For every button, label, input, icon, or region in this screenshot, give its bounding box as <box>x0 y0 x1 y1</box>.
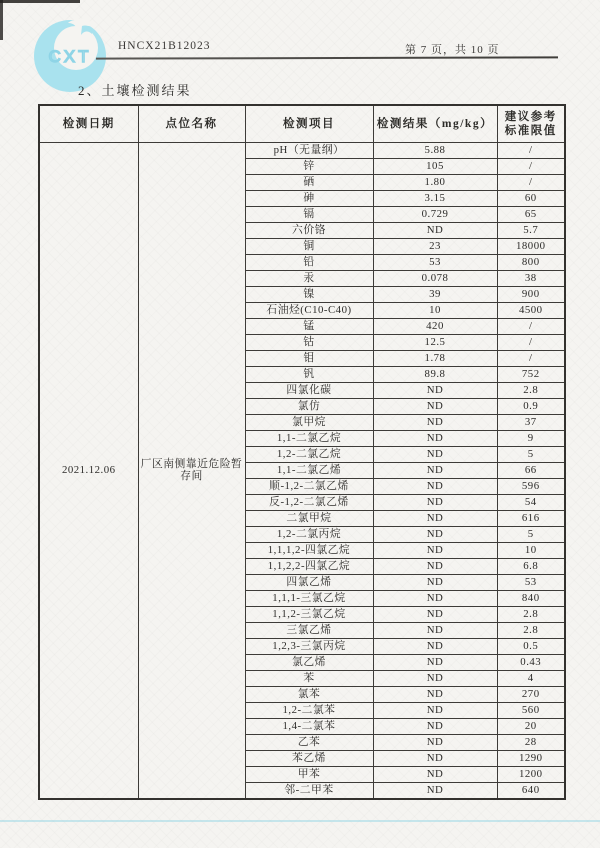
header-divider-line <box>96 56 558 59</box>
cell-test-result: 420 <box>373 319 497 335</box>
cell-reference-limit: 53 <box>497 575 565 591</box>
cell-test-result: 5.88 <box>373 143 497 159</box>
cell-test-result: ND <box>373 383 497 399</box>
cell-reference-limit: 2.8 <box>497 623 565 639</box>
table-header-row <box>39 105 565 143</box>
cell-test-item: 1,2,3-三氯丙烷 <box>245 639 373 655</box>
cell-test-item: 1,1,1,2-四氯乙烷 <box>245 543 373 559</box>
cell-reference-limit: 616 <box>497 511 565 527</box>
cell-test-item: 1,2-二氯苯 <box>245 703 373 719</box>
cell-test-result: 39 <box>373 287 497 303</box>
cell-test-result: 23 <box>373 239 497 255</box>
cell-test-result: 0.729 <box>373 207 497 223</box>
cell-test-item: 铅 <box>245 255 373 271</box>
cell-test-item: 苯乙烯 <box>245 751 373 767</box>
cell-test-item: 苯 <box>245 671 373 687</box>
cell-test-result: ND <box>373 639 497 655</box>
cell-test-item: 铜 <box>245 239 373 255</box>
cell-test-result: 10 <box>373 303 497 319</box>
cell-reference-limit: 0.5 <box>497 639 565 655</box>
cell-test-item: 1,1,2-三氯乙烷 <box>245 607 373 623</box>
cell-test-result: ND <box>373 607 497 623</box>
cell-test-item: 1,1,2,2-四氯乙烷 <box>245 559 373 575</box>
cell-test-item: 顺-1,2-二氯乙烯 <box>245 479 373 495</box>
cell-test-result: ND <box>373 223 497 239</box>
cell-test-item: 石油烃(C10-C40) <box>245 303 373 319</box>
table-row <box>39 143 565 159</box>
cell-reference-limit: 270 <box>497 687 565 703</box>
cell-test-result: ND <box>373 767 497 783</box>
cell-test-result: ND <box>373 463 497 479</box>
cell-reference-limit: / <box>497 351 565 367</box>
cell-reference-limit: 4 <box>497 671 565 687</box>
cell-reference-limit: 20 <box>497 719 565 735</box>
cell-test-result: ND <box>373 415 497 431</box>
cell-test-item: 1,1,1-三氯乙烷 <box>245 591 373 607</box>
cell-reference-limit: 2.8 <box>497 607 565 623</box>
cell-reference-limit: 65 <box>497 207 565 223</box>
cell-reference-limit: / <box>497 159 565 175</box>
cell-test-item: 氯苯 <box>245 687 373 703</box>
cell-test-result: ND <box>373 447 497 463</box>
col-header-limit-line1: 建议参考 <box>504 110 557 123</box>
cell-test-result: ND <box>373 495 497 511</box>
cell-test-item: 砷 <box>245 191 373 207</box>
page-number-indicator: 第 7 页，共 10 页 <box>405 44 500 56</box>
cell-test-result: 0.078 <box>373 271 497 287</box>
cell-test-result: ND <box>373 735 497 751</box>
cell-test-result: ND <box>373 591 497 607</box>
cell-reference-limit: 5 <box>497 527 565 543</box>
cell-site-name: 厂区南侧靠近危险暂存间 <box>138 143 245 800</box>
col-header-item: 检测项目 <box>245 105 373 143</box>
col-header-limit-line2: 标准限值 <box>504 125 557 137</box>
cell-reference-limit: 6.8 <box>497 559 565 575</box>
logo-text: CXT <box>48 47 92 66</box>
scan-artifact-blue-line <box>0 820 600 822</box>
soil-results-table <box>38 104 566 800</box>
cell-test-item: 1,1-二氯乙烷 <box>245 431 373 447</box>
cell-test-item: 邻-二甲苯 <box>245 783 373 800</box>
cell-test-item: 钼 <box>245 351 373 367</box>
cell-test-item: 1,2-二氯乙烷 <box>245 447 373 463</box>
cell-test-item: 氯乙烯 <box>245 655 373 671</box>
cell-reference-limit: 28 <box>497 735 565 751</box>
scan-artifact-top <box>0 0 80 3</box>
cell-reference-limit: 752 <box>497 367 565 383</box>
cell-test-item: 二氯甲烷 <box>245 511 373 527</box>
cell-reference-limit: 840 <box>497 591 565 607</box>
cell-reference-limit: 5.7 <box>497 223 565 239</box>
cell-test-item: 四氯乙烯 <box>245 575 373 591</box>
cell-test-item: 锌 <box>245 159 373 175</box>
cell-test-result: ND <box>373 559 497 575</box>
cell-reference-limit: 0.43 <box>497 655 565 671</box>
col-header-limit <box>497 105 565 143</box>
cell-test-item: 锰 <box>245 319 373 335</box>
cell-reference-limit: 800 <box>497 255 565 271</box>
cell-test-result: ND <box>373 671 497 687</box>
cell-reference-limit: / <box>497 319 565 335</box>
cell-reference-limit: 9 <box>497 431 565 447</box>
cell-reference-limit: 60 <box>497 191 565 207</box>
cell-test-result: ND <box>373 687 497 703</box>
cell-detection-date: 2021.12.06 <box>39 143 138 800</box>
col-header-location: 点位名称 <box>138 105 245 143</box>
cell-test-result: ND <box>373 479 497 495</box>
cell-test-item: 硒 <box>245 175 373 191</box>
cell-test-item: 1,4-二氯苯 <box>245 719 373 735</box>
cell-reference-limit: / <box>497 335 565 351</box>
cell-test-item: 氯仿 <box>245 399 373 415</box>
cell-reference-limit: 640 <box>497 783 565 800</box>
cell-test-result: ND <box>373 431 497 447</box>
cell-reference-limit: 1200 <box>497 767 565 783</box>
cell-reference-limit: 18000 <box>497 239 565 255</box>
report-number: HNCX21B12023 <box>118 40 211 52</box>
cell-test-item: 1,2-二氯丙烷 <box>245 527 373 543</box>
cell-test-item: 汞 <box>245 271 373 287</box>
cell-reference-limit: 1290 <box>497 751 565 767</box>
cell-test-result: ND <box>373 751 497 767</box>
cell-test-result: 1.80 <box>373 175 497 191</box>
cell-test-item: 甲苯 <box>245 767 373 783</box>
cell-test-result: ND <box>373 623 497 639</box>
cell-test-item: 镉 <box>245 207 373 223</box>
cell-test-result: ND <box>373 399 497 415</box>
cell-test-item: 四氯化碳 <box>245 383 373 399</box>
cell-reference-limit: 0.9 <box>497 399 565 415</box>
cell-test-result: ND <box>373 719 497 735</box>
cell-test-item: 乙苯 <box>245 735 373 751</box>
cell-reference-limit: 900 <box>497 287 565 303</box>
cell-test-result: ND <box>373 527 497 543</box>
cell-reference-limit: 54 <box>497 495 565 511</box>
cell-reference-limit: / <box>497 175 565 191</box>
cell-test-result: 1.78 <box>373 351 497 367</box>
cell-test-item: 氯甲烷 <box>245 415 373 431</box>
cell-test-result: ND <box>373 511 497 527</box>
cell-reference-limit: 560 <box>497 703 565 719</box>
cell-reference-limit: 38 <box>497 271 565 287</box>
cell-test-result: ND <box>373 575 497 591</box>
cell-test-item: 六价铬 <box>245 223 373 239</box>
cell-test-result: 12.5 <box>373 335 497 351</box>
cell-test-result: 89.8 <box>373 367 497 383</box>
cell-test-item: 1,1-二氯乙烯 <box>245 463 373 479</box>
cell-reference-limit: 2.8 <box>497 383 565 399</box>
cell-reference-limit: 37 <box>497 415 565 431</box>
cell-test-result: 53 <box>373 255 497 271</box>
cell-test-item: 三氯乙烯 <box>245 623 373 639</box>
scan-artifact-left <box>0 0 3 40</box>
cell-test-item: 反-1,2-二氯乙烯 <box>245 495 373 511</box>
cell-test-result: 3.15 <box>373 191 497 207</box>
cell-test-item: 镍 <box>245 287 373 303</box>
cell-reference-limit: 10 <box>497 543 565 559</box>
section-title: 2、土壤检测结果 <box>78 83 192 98</box>
col-header-result: 检测结果（mg/kg） <box>373 105 497 143</box>
cell-test-item: 钒 <box>245 367 373 383</box>
col-header-date: 检测日期 <box>39 105 138 143</box>
cell-reference-limit: 5 <box>497 447 565 463</box>
cell-reference-limit: 596 <box>497 479 565 495</box>
cell-reference-limit: 66 <box>497 463 565 479</box>
cell-test-result: 105 <box>373 159 497 175</box>
cell-test-result: ND <box>373 655 497 671</box>
cell-reference-limit: / <box>497 143 565 159</box>
cell-reference-limit: 4500 <box>497 303 565 319</box>
cell-test-item: pH（无量纲） <box>245 143 373 159</box>
cell-test-item: 钴 <box>245 335 373 351</box>
cell-test-result: ND <box>373 703 497 719</box>
cell-test-result: ND <box>373 543 497 559</box>
cell-test-result: ND <box>373 783 497 800</box>
